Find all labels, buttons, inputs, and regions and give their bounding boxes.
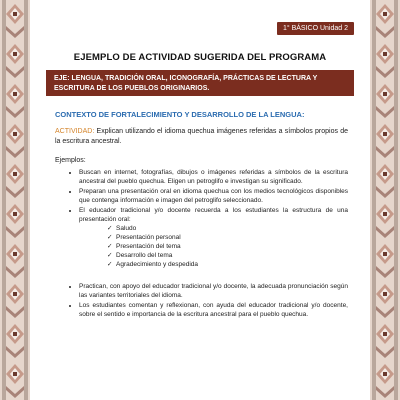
list-item <box>79 206 348 269</box>
list-item-text: El educador tradicional y/o docente recuerda a los estudiantes la estructura de una presentación oral: <box>79 207 348 223</box>
activity-text: Explican utilizando el idioma quechua imágenes referidas a símbolos propios de la escritura ancestral. <box>55 128 348 145</box>
examples-list-continued <box>55 282 348 320</box>
check-item: ✓ Presentación del tema <box>107 242 348 251</box>
context-heading: CONTEXTO DE FORTALECIMIENTO Y DESARROLLO DE LA LENGUA: <box>55 110 305 119</box>
activity-label: ACTIVIDAD: <box>55 128 95 135</box>
page-title: EJEMPLO DE ACTIVIDAD SUGERIDA DEL PROGRAMA <box>73 52 327 63</box>
examples-list <box>55 168 348 270</box>
unit-badge: 1° BÁSICO Unidad 2 <box>277 22 354 35</box>
decorative-border-right <box>370 0 400 400</box>
examples-label: Ejemplos: <box>55 157 86 164</box>
check-item: ✓ Desarrollo del tema <box>107 251 348 260</box>
presentation-structure-checklist <box>79 224 348 269</box>
check-item: ✓ Saludo <box>107 224 348 233</box>
check-item: ✓ Agradecimiento y despedida <box>107 260 348 269</box>
activity-paragraph <box>55 127 348 147</box>
eje-banner: EJE: LENGUA, TRADICIÓN ORAL, ICONOGRAFÍA, PRÁCTICAS DE LECTURA Y ESCRITURA DE LOS PUEBLOS ORIGINARIOS. <box>46 70 354 96</box>
list-item: • Buscan en internet, fotografías, dibujos o imágenes referidas a símbolos de la escritura ancestral del pueblo quechua. Eligen un petroglifo e investigan su significado. <box>79 168 348 186</box>
list-item: • Practican, con apoyo del educador tradicional y/o docente, la adecuada pronunciación según las variantes territoriales del idioma. <box>79 282 348 300</box>
check-item: ✓ Presentación personal <box>107 233 348 242</box>
list-item: • Los estudiantes comentan y reflexionan, con ayuda del educador tradicional y/o docente, sobre el sentido e importancia de la escritura ancestral para el pueblo quechua. <box>79 301 348 319</box>
list-item: • Preparan una presentación oral en idioma quechua con los medios tecnológicos disponibles que contenga información e imagen del petroglifo seleccionado. <box>79 187 348 205</box>
decorative-border-left <box>0 0 30 400</box>
